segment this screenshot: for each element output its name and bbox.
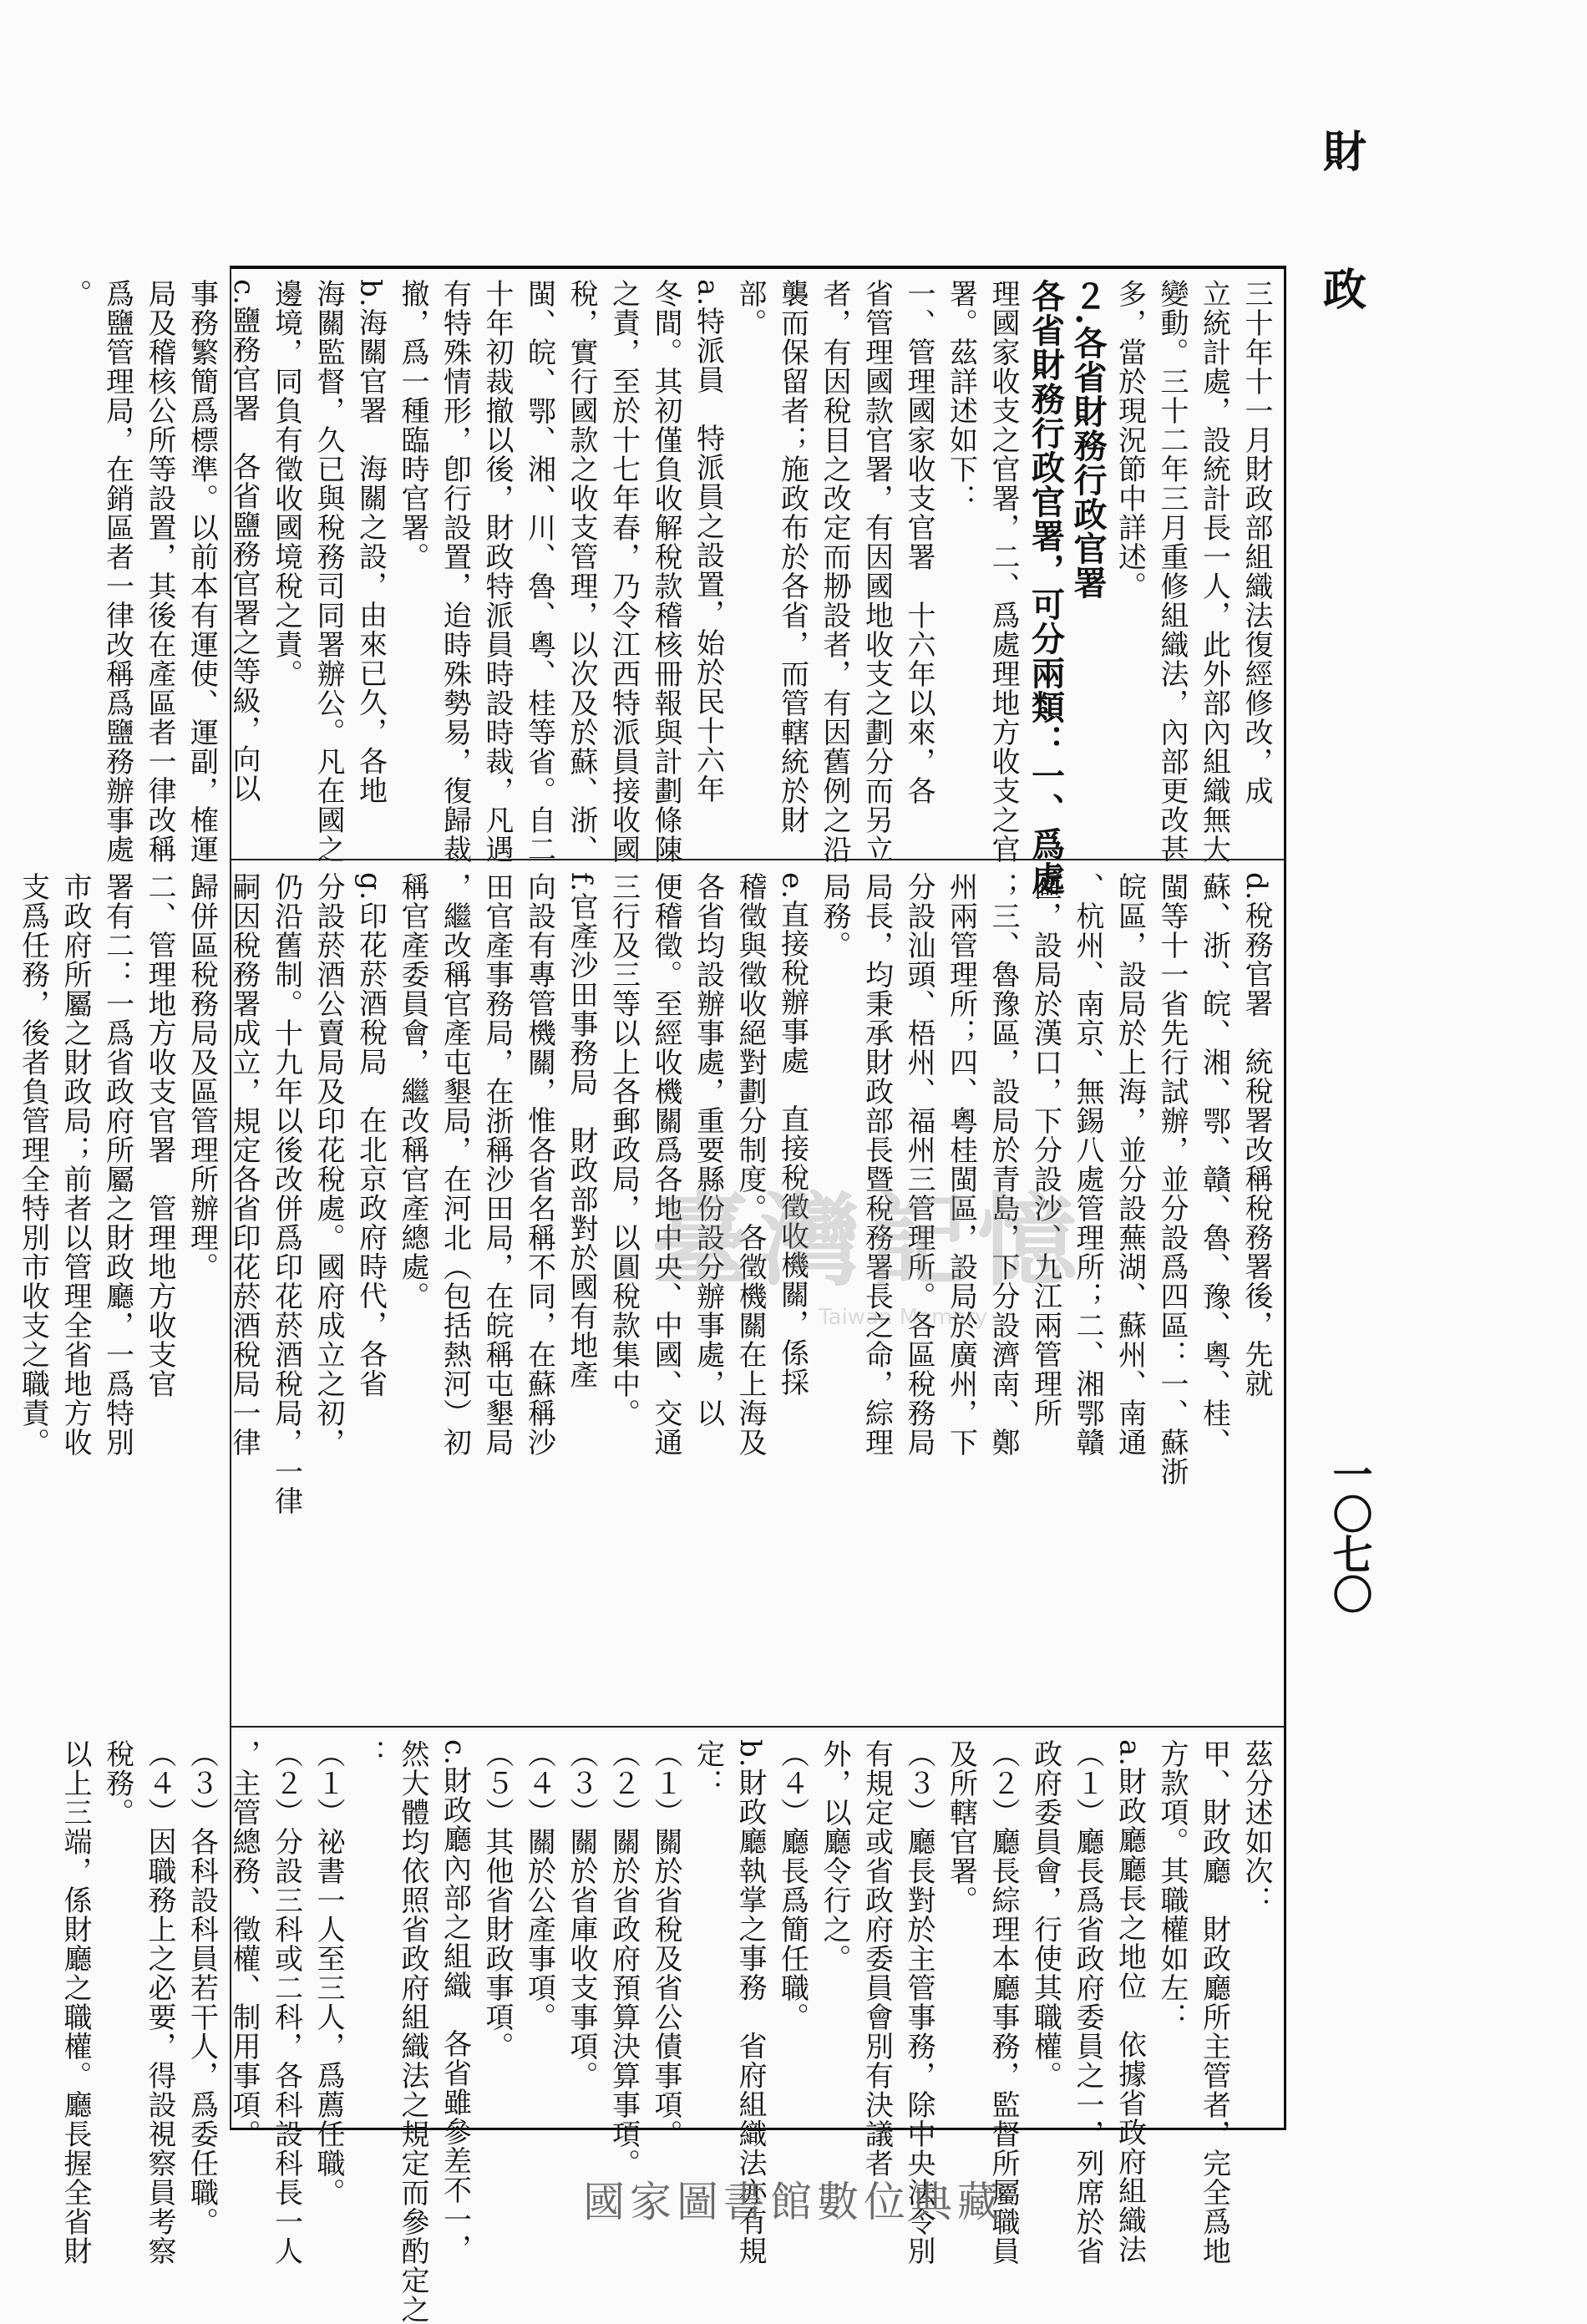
middle-band-column: 分設汕頭、梧州、福州三管理所。各區稅務局 — [902, 872, 935, 1457]
middle-band-column: 支爲任務，後者負管理全特別市收支之職責。 — [16, 872, 50, 1457]
upper-band-column: 有特殊情形，卽行設置，迨時殊勢易，復歸裁 — [438, 279, 472, 864]
middle-band-column: d.稅務官署 統稅署改稱稅務署後，先就 — [1240, 872, 1273, 1398]
upper-band-column: 海關監督，久已與稅務司同署辦公。凡在國之 — [312, 279, 345, 864]
lower-band-column: ： — [353, 1739, 388, 1768]
lower-band-column: b.財政廳執掌之事務 省府組織法亦有規 — [733, 1739, 767, 2266]
lower-band-column: 甲、財政廳 財政廳所主管者，完全爲地 — [1197, 1739, 1231, 2266]
upper-band-column: a.特派員 特派員之設置，始於民十六年 — [691, 279, 725, 804]
page-number: 一〇七〇 — [1326, 1454, 1372, 1614]
upper-band-column: b.海關官署 海關之設，由來已久，各地 — [353, 279, 388, 805]
lower-band-column: ，主管總務、徵權、制用事項。 — [227, 1739, 261, 2149]
lower-band-column: （４）因職務上之必要，得設視察員考察 — [143, 1739, 176, 2266]
upper-band-column: 邊境，同負有徵收國境稅之責。 — [269, 279, 303, 688]
lower-band-column: 外，以廳令行之。 — [818, 1739, 851, 1973]
text-band-middle — [16, 872, 1277, 1707]
lower-band-column: 定： — [691, 1739, 725, 1798]
middle-band-column: 局長，均秉承財政部長暨稅務署長之命，綜理 — [859, 872, 894, 1457]
upper-band-column: 。 — [58, 279, 92, 308]
running-head-char-1: 財 — [1322, 127, 1366, 178]
lower-band-column: （１）廳長爲省政府委員之一，列席於省 — [1071, 1739, 1104, 2266]
library-footer: 國家圖書館數位典藏 — [583, 2178, 1004, 2226]
upper-band-column: 各省財務行政官署，可分兩類：一、爲處 — [1026, 279, 1066, 896]
text-band-upper — [58, 279, 1277, 896]
upper-band-column: 撤，爲一種臨時官署。 — [396, 279, 429, 571]
middle-band-column: e.直接稅辦事處 直接稅徵收機關，係採 — [775, 872, 809, 1397]
middle-band-column: 蘇、浙、皖、湘、鄂、贛、魯、豫、粵、桂、 — [1197, 872, 1231, 1457]
lower-band-column: （４）廳長爲簡任職。 — [775, 1739, 809, 2032]
middle-band-column: f.官產沙田事務局 財政部對於國有地產 — [565, 872, 598, 1390]
upper-band-column: 之責，至於十七年春，乃令江西特派員接收國 — [606, 279, 641, 864]
upper-band-column: 署。茲詳述如下： — [944, 279, 978, 513]
lower-band-column: 稅務。 — [100, 1739, 134, 1827]
lower-band-column: 政府委員會，行使其職權。 — [1028, 1739, 1062, 2090]
upper-band-column: 事務繁簡爲標準。以前本有運使、運副，榷運 — [185, 279, 219, 864]
middle-band-column: 稱官產委員會，繼改稱官產總處。 — [396, 872, 429, 1311]
band-divider-lower — [231, 1726, 1284, 1728]
lower-band-column: （２）廳長綜理本廳事務，監督所屬職員 — [986, 1739, 1020, 2266]
lower-band-column: （３）廳長對於主管事務，除中央法令別 — [902, 1739, 935, 2266]
upper-band-column: c.鹽務官署 各省鹽務官署之等級，向以 — [227, 279, 261, 803]
middle-band-column: 田官產事務局，在浙稱沙田局，在皖稱屯墾局 — [480, 872, 514, 1457]
middle-band-column: 仍沿舊制。十九年以後改併爲印花菸酒稅局，一律 — [269, 872, 303, 1515]
lower-band-column: 以上三端，係財廳之職權。廳長握全省財 — [58, 1739, 92, 2266]
lower-band-column: （２）關於省政府預算決算事項。 — [606, 1739, 641, 2178]
upper-band-column: 一、管理國家收支官署 十六年以來，各 — [902, 279, 935, 805]
middle-band-column: 署有二：一爲省政府所屬之財政廳，一爲特別 — [100, 872, 134, 1457]
lower-band-column: 及所轄官署。 — [944, 1739, 978, 1915]
middle-band-column: 閩等十一省先行試辦，並分設爲四區：一、蘇浙 — [1155, 872, 1189, 1486]
watermark-subtitle: Taiwan Memory — [819, 1305, 988, 1330]
middle-band-column: ；三、魯豫區，設局於青島，下分設濟南、鄭 — [986, 872, 1020, 1457]
upper-band-column: 三十年十一月財政部組織法復經修改，成 — [1240, 279, 1273, 805]
middle-band-column: 稽徵與徵收絕對劃分制度。各徵機關在上海及 — [733, 872, 767, 1457]
upper-band-column: 立統計處，設統計長一人，此外部內組織無大 — [1197, 279, 1231, 864]
middle-band-column: 區，設局於漢口，下分設沙、九江兩管理所 — [1028, 872, 1062, 1428]
upper-band-column: 稅，實行國款之收支管理，以次及於蘇、浙、 — [565, 279, 598, 864]
upper-band-column: 襲而保留者；施政布於各省，而管轄統於財 — [775, 279, 809, 835]
middle-band-column: g.印花菸酒稅局 在北京政府時代，各省 — [353, 872, 388, 1398]
lower-band-column: （４）關於公產事項。 — [522, 1739, 556, 2032]
middle-band-column: 市政府所屬之財政局；前者以管理全省地方收 — [58, 872, 92, 1457]
running-head-char-2: 政 — [1322, 265, 1366, 316]
lower-band-column: c.財政廳內部之組織 各省雖參差不一， — [438, 1739, 472, 2263]
middle-band-column: 州兩管理所；四、粵桂閩區，設局於廣州，下 — [944, 872, 978, 1457]
lower-band-column: （３）關於省庫收支事項。 — [565, 1739, 598, 2090]
upper-band-column: 多，當於現況節中詳述。 — [1113, 279, 1147, 601]
middle-band-column: 向設有專管機關，惟各省名稱不同，在蘇稱沙 — [522, 872, 556, 1457]
middle-band-column: 三行及三等以上各郵政局，以圓稅款集中。 — [606, 872, 641, 1428]
running-head — [1311, 117, 1378, 317]
upper-band-column: 爲鹽管理局，在銷區者一律改稱爲鹽務辦事處 — [100, 279, 134, 864]
upper-band-column: 理國家收支之官署，二、爲處理地方收支之官 — [986, 279, 1020, 864]
lower-band-column: 有規定或省政府委員會別有決議者 — [859, 1739, 894, 2178]
middle-band-column: 皖區，設局於上海，並分設蕪湖、蘇州、南通 — [1113, 872, 1147, 1457]
upper-band-column: 閩、皖、鄂、湘、川、魯、粵、桂等省。自二 — [522, 279, 556, 864]
upper-band-column: 十年初裁撤以後，財政特派員時設時裁，凡遇 — [480, 279, 514, 864]
middle-band-column: 各省均設辦事處，重要縣份設分辦事處，以 — [691, 872, 725, 1428]
upper-band-column: 變動。三十二年三月重修組織法，內部更改甚 — [1155, 279, 1189, 864]
upper-band-column: 省管理國款官署，有因國地收支之劃分而另立 — [859, 279, 894, 864]
lower-band-column: （１）祕書一人至三人，爲薦任職。 — [312, 1739, 345, 2207]
lower-band-column: a.財政廳廳長之地位 依據省政府組織法 — [1113, 1739, 1147, 2265]
lower-band-column: （２）分設三科或二科，各科設科長一人 — [269, 1739, 303, 2266]
middle-band-column: 歸併區稅務局及區管理所辦理。 — [185, 872, 219, 1281]
upper-band-column: 局及稽核公所等設置，其後在產區者一律改稱 — [143, 279, 176, 864]
upper-band-column: ２.各省財務行政官署 — [1068, 279, 1108, 600]
lower-band-column: （５）其他省財政事項。 — [480, 1739, 514, 2061]
middle-band-column: 嗣因稅務署成立，規定各省印花菸酒稅局一律 — [227, 872, 261, 1457]
upper-band-column: 冬間。其初僅負收解稅款稽核冊報與計劃條陳 — [649, 279, 682, 864]
upper-band-column: 者，有因稅目之改定而刱設者，有因舊例之沿 — [818, 279, 851, 864]
lower-band-column: （３）各科設科員若干人，爲委任職。 — [185, 1739, 219, 2236]
middle-band-column: 分設菸酒公賣局及印花稅處。國府成立之初， — [312, 872, 345, 1457]
upper-band-column: 部。 — [733, 279, 767, 337]
lower-band-column: 然大體均依照省政府組織法之規定而參酌定之 — [396, 1739, 429, 2324]
band-divider-upper — [231, 859, 1284, 860]
middle-band-column: 二、管理地方收支官署 管理地方收支官 — [143, 872, 176, 1398]
middle-band-column: ，繼改稱官產屯墾局，在河北（包括熱河）初 — [438, 872, 472, 1457]
lower-band-column: （１）關於省稅及省公債事項。 — [649, 1739, 682, 2149]
middle-band-column: 局務。 — [818, 872, 851, 960]
middle-band-column: 便稽徵。至經收機關爲各地中央、中國、交通 — [649, 872, 682, 1457]
lower-band-column: 方款項。其職權如左： — [1155, 1739, 1189, 2032]
lower-band-column: 茲分述如次： — [1240, 1739, 1273, 1915]
middle-band-column: 、杭州、南京、無錫八處管理所；二、湘鄂贛 — [1071, 872, 1104, 1457]
watermark-title: 臺灣記憶 — [652, 1182, 1086, 1300]
